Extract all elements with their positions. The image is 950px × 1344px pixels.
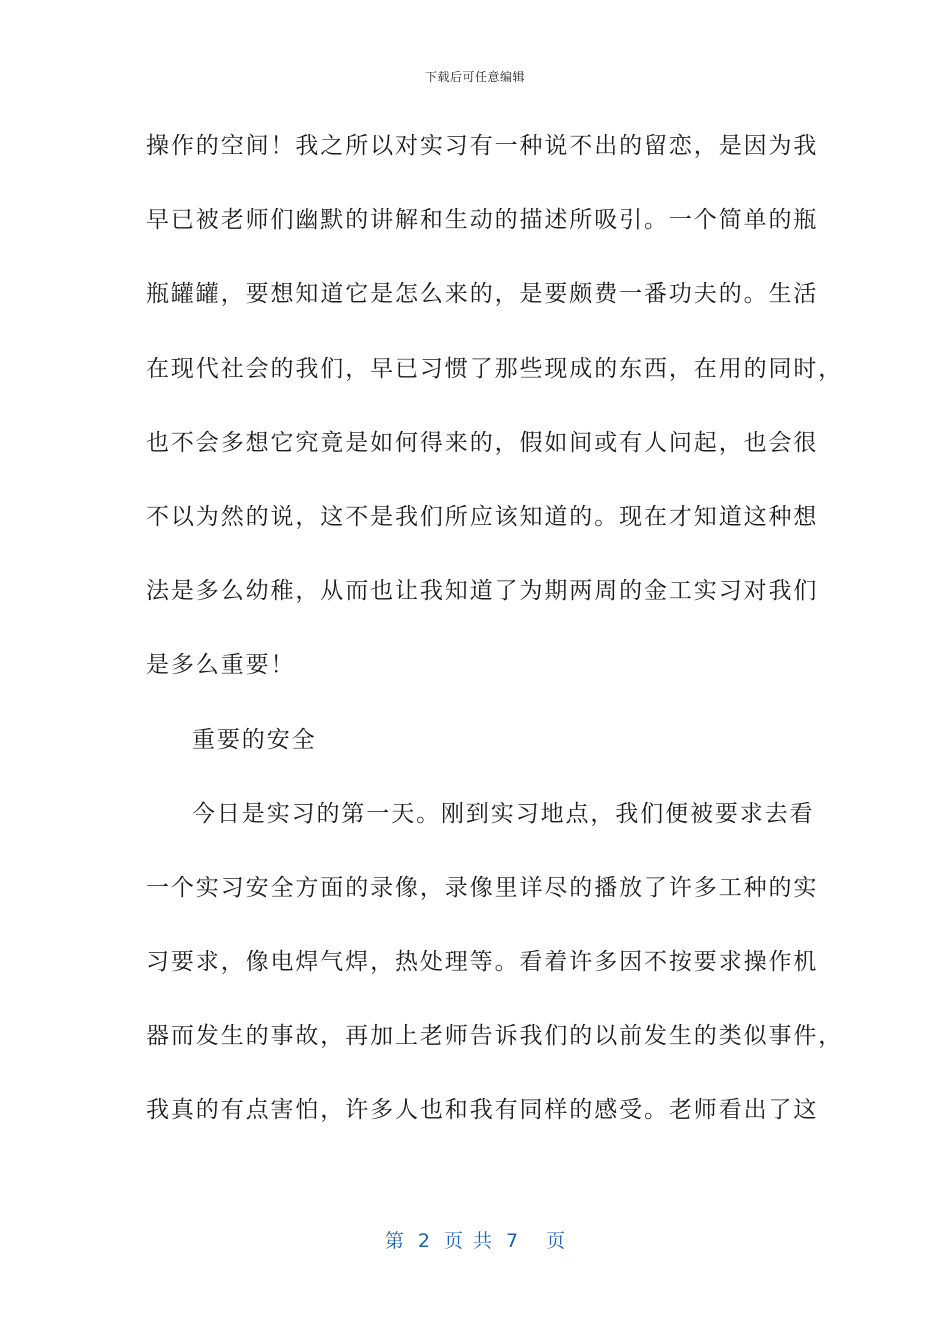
total-pages-number: 7	[506, 1230, 519, 1252]
text-line: 习要求，像电焊气焊，热处理等。看着许多因不按要求操作机	[146, 949, 819, 976]
text-line: 我真的有点害怕，许多人也和我有同样的感受。老师看出了这	[146, 1097, 819, 1124]
footer-suffix: 页	[546, 1230, 566, 1252]
text-line: 是多么重要！	[146, 652, 296, 679]
current-page-number: 2	[417, 1230, 430, 1252]
text-line: 也不会多想它究竟是如何得来的，假如间或有人问起，也会很	[146, 429, 819, 456]
text-line: 器而发生的事故，再加上老师告诉我们的以前发生的类似事件，	[146, 1023, 844, 1050]
header-note: 下载后可任意编辑	[424, 70, 525, 84]
text-line: 一个实习安全方面的录像，录像里详尽的播放了许多工种的实	[146, 874, 819, 901]
text-line: 早已被老师们幽默的讲解和生动的描述所吸引。一个简单的瓶	[146, 207, 819, 234]
text-line: 操作的空间！我之所以对实习有一种说不出的留恋，是因为我	[146, 133, 819, 159]
text-line: 在现代社会的我们，早已习惯了那些现成的东西，在用的同时，	[146, 355, 844, 382]
document-body	[146, 128, 844, 1167]
text-line: 瓶罐罐，要想知道它是怎么来的，是要颇费一番功夫的。生活	[146, 281, 819, 308]
text-line: 不以为然的说，这不是我们所应该知道的。现在才知道这种想	[146, 503, 819, 530]
text-line: 法是多么幼稚，从而也让我知道了为期两周的金工实习对我们	[146, 578, 819, 605]
paragraph-first-line: 今日是实习的第一天。刚到实习地点，我们便被要求去看	[192, 800, 815, 827]
section-heading: 重要的安全	[192, 726, 317, 753]
footer-middle: 页 共	[443, 1230, 493, 1252]
page-footer	[0, 1226, 950, 1253]
footer-prefix: 第	[384, 1230, 404, 1252]
